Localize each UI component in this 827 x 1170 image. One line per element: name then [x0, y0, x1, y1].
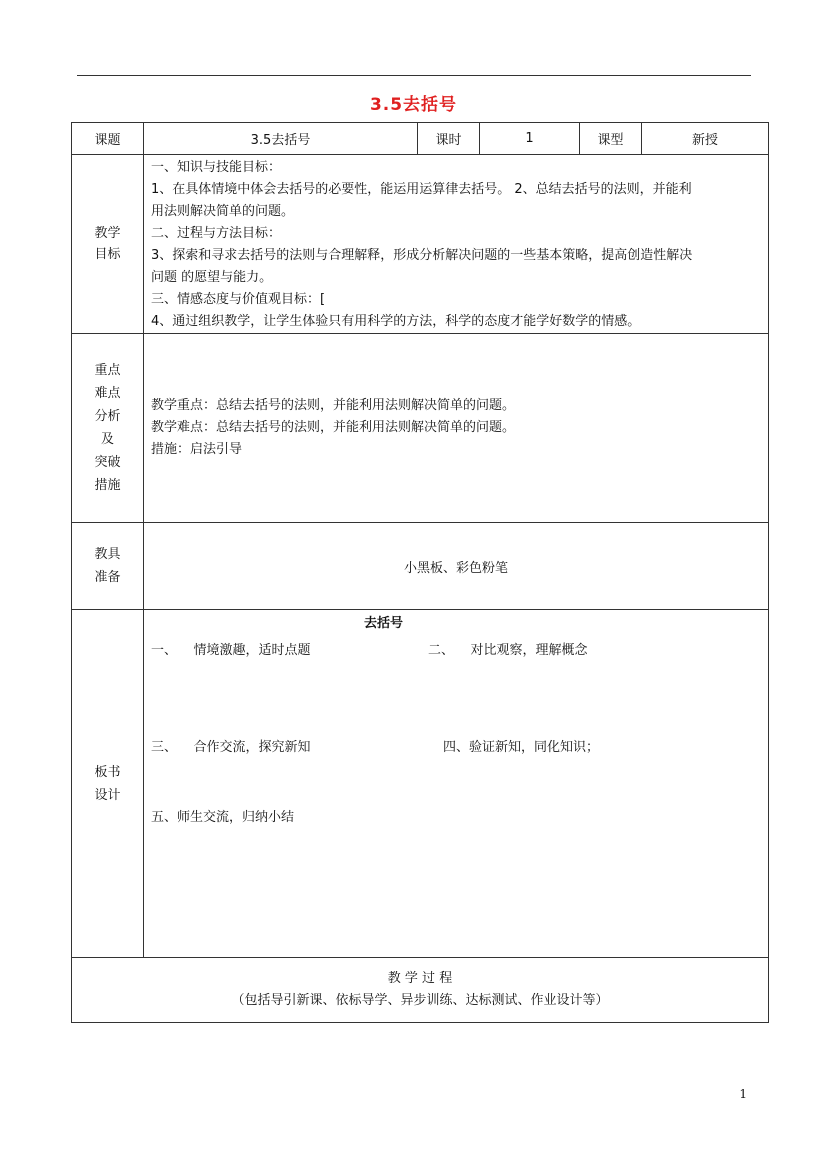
board-item: 二、 对比观察，理解概念: [428, 643, 588, 658]
goal-line: 用法则解决简单的问题。: [151, 204, 295, 219]
board-content: [144, 610, 769, 958]
goal-line: 1、在具体情境中体会去括号的必要性，能运用运算律去括号。 2、总结去括号的法则，并能利: [151, 182, 692, 197]
goal-line: 三、情感态度与价值观目标：[: [151, 292, 326, 307]
focus-content: [144, 334, 769, 523]
header-rule: [77, 75, 751, 76]
board-heading: 去括号: [364, 616, 404, 631]
board-label-text: 板书 设计: [94, 764, 121, 803]
tools-label: [72, 523, 144, 610]
focus-line: 教学难点：总结去括号的法则，并能利用法则解决简单的问题。: [151, 420, 516, 435]
process-subtitle: （包括导引新课、依标导学、异步训练、达标测试、作业设计等）: [231, 993, 609, 1008]
goal-line: 3、探索和寻求去括号的法则与合理解释，形成分析解决问题的一些基本策略，提高创造性解决: [151, 248, 693, 263]
board-item: 三、 合作交流，探究新知: [151, 740, 311, 755]
hours-label: 课时: [418, 123, 480, 155]
focus-line: 措施：启法引导: [151, 442, 243, 457]
topic-label: 课题: [72, 123, 144, 155]
focus-row: [72, 334, 769, 523]
focus-line: 教学重点：总结去括号的法则，并能利用法则解决简单的问题。: [151, 398, 516, 413]
tools-label-text: 教具 准备: [94, 547, 121, 585]
hours-value: 1: [480, 123, 580, 155]
goal-line: 一、知识与技能目标：: [151, 160, 282, 175]
goals-row: [72, 155, 769, 334]
type-value: 新授: [642, 123, 769, 155]
document-title: 3.5去括号: [369, 95, 458, 115]
goal-line: 二、过程与方法目标：: [151, 226, 282, 241]
topic-value: 3.5去括号: [144, 123, 418, 155]
goals-label-text: 教学 目标: [94, 226, 121, 262]
goals-label: [72, 155, 144, 334]
goals-content: [144, 155, 769, 334]
board-label: [72, 610, 144, 958]
tools-content: 小黑板、彩色粉笔: [144, 523, 769, 610]
focus-label-text: 重点 难点 分析 及 突破 措施: [94, 363, 121, 493]
goal-line: 4、通过组织教学，让学生体验只有用科学的方法，科学的态度才能学好数学的情感。: [151, 314, 641, 329]
header-row: [72, 123, 769, 155]
process-content: [72, 958, 769, 1023]
process-title: 教 学 过 程: [387, 971, 453, 986]
tools-row: [72, 523, 769, 610]
type-label: 课型: [580, 123, 642, 155]
board-item: 四、验证新知，同化知识；: [443, 740, 600, 755]
process-row: [72, 958, 769, 1023]
board-row: [72, 610, 769, 958]
page-number: 1: [739, 1087, 747, 1101]
board-item: 一、 情境激趣，适时点题: [151, 643, 311, 658]
goal-line: 问题 的愿望与能力。: [151, 270, 273, 285]
board-item: 五、师生交流，归纳小结: [151, 810, 295, 825]
focus-label: [72, 334, 144, 523]
lesson-plan-table: [71, 122, 769, 1023]
